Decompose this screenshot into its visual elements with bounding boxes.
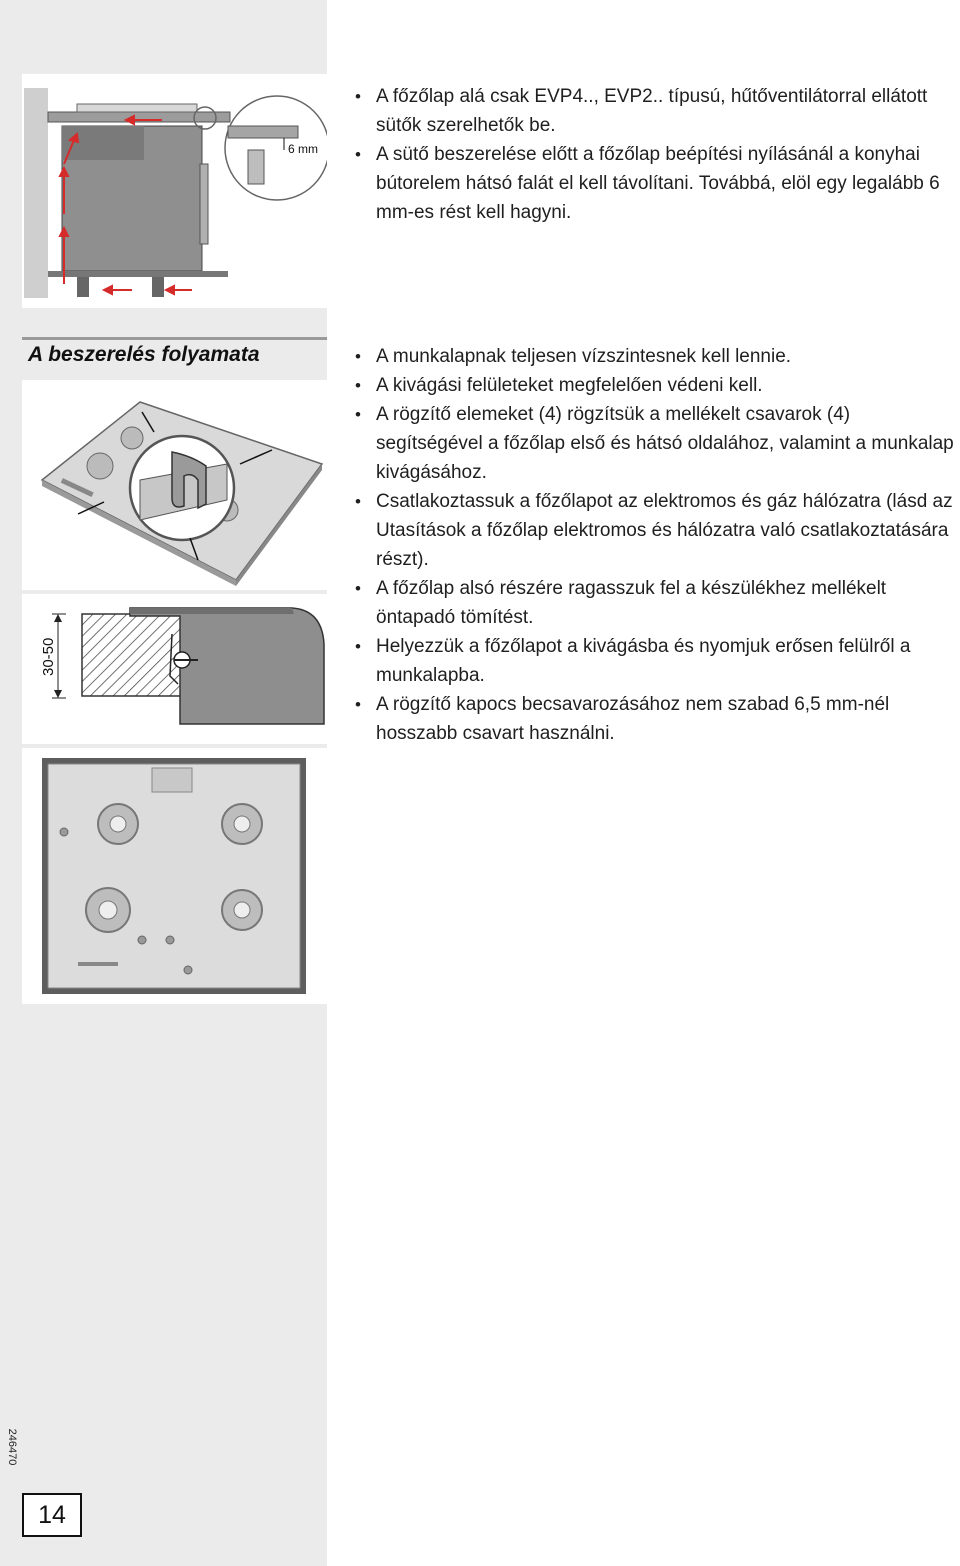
list-item: • A sütő beszerelése előtt a főzőlap beépítési nyílásánál a konyhai bútorelem hátsó falát el kell távolítani. Továbbá, elöl egy legalább 6 mm-es rést kell hagyni. [355, 140, 955, 227]
oven-installation-figure [22, 74, 327, 308]
hob-top-view-figure [22, 748, 327, 1004]
wall-panel [24, 88, 48, 298]
list-item: • A munkalapnak teljesen vízszintesnek kell lennie. [355, 342, 955, 371]
document-code: 246470 [6, 1428, 18, 1466]
section-title: A beszerelés folyamata [28, 343, 260, 366]
page-number: 14 [22, 1493, 82, 1537]
hob-clamp-figure [22, 380, 327, 590]
label-plate [152, 768, 192, 792]
section-rule [22, 337, 327, 340]
list-item: • Helyezzük a főzőlapot a kivágásba és nyomjuk erősen felülről a munkalapba. [355, 632, 955, 690]
top-bullet-list [355, 82, 955, 227]
hob [77, 104, 197, 112]
list-item: • Csatlakoztassuk a főzőlapot az elektromos és gáz hálózatra (lásd az Utasítások a főzőlap elektromos és hálózatra való csatlakoztatására részt). [355, 487, 955, 574]
depth-label: 30-50 [40, 637, 57, 676]
list-item: • A kivágási felületeket megfelelően védeni kell. [355, 371, 955, 400]
oven-top [62, 126, 144, 160]
gap-label: 6 mm [288, 142, 318, 156]
oven-base [48, 271, 228, 277]
list-item: • A főzőlap alsó részére ragasszuk fel a készülékhez mellékelt öntapadó tömítést. [355, 574, 955, 632]
list-item: • A főzőlap alá csak EVP4.., EVP2.. típusú, hűtőventilátorral ellátott sütők szerelhetők be. [355, 82, 955, 140]
worktop-section [82, 614, 182, 696]
installation-bullet-list [355, 342, 955, 748]
oven-door [200, 164, 208, 244]
cutout-section-figure [22, 594, 327, 744]
list-item: • A rögzítő kapocs becsavarozásához nem szabad 6,5 mm-nél hosszabb csavart használni. [355, 690, 955, 748]
list-item: • A rögzítő elemeket (4) rögzítsük a mellékelt csavarok (4) segítségével a főzőlap első és hátsó oldalához, valamint a munkalap kivágásához. [355, 400, 955, 487]
